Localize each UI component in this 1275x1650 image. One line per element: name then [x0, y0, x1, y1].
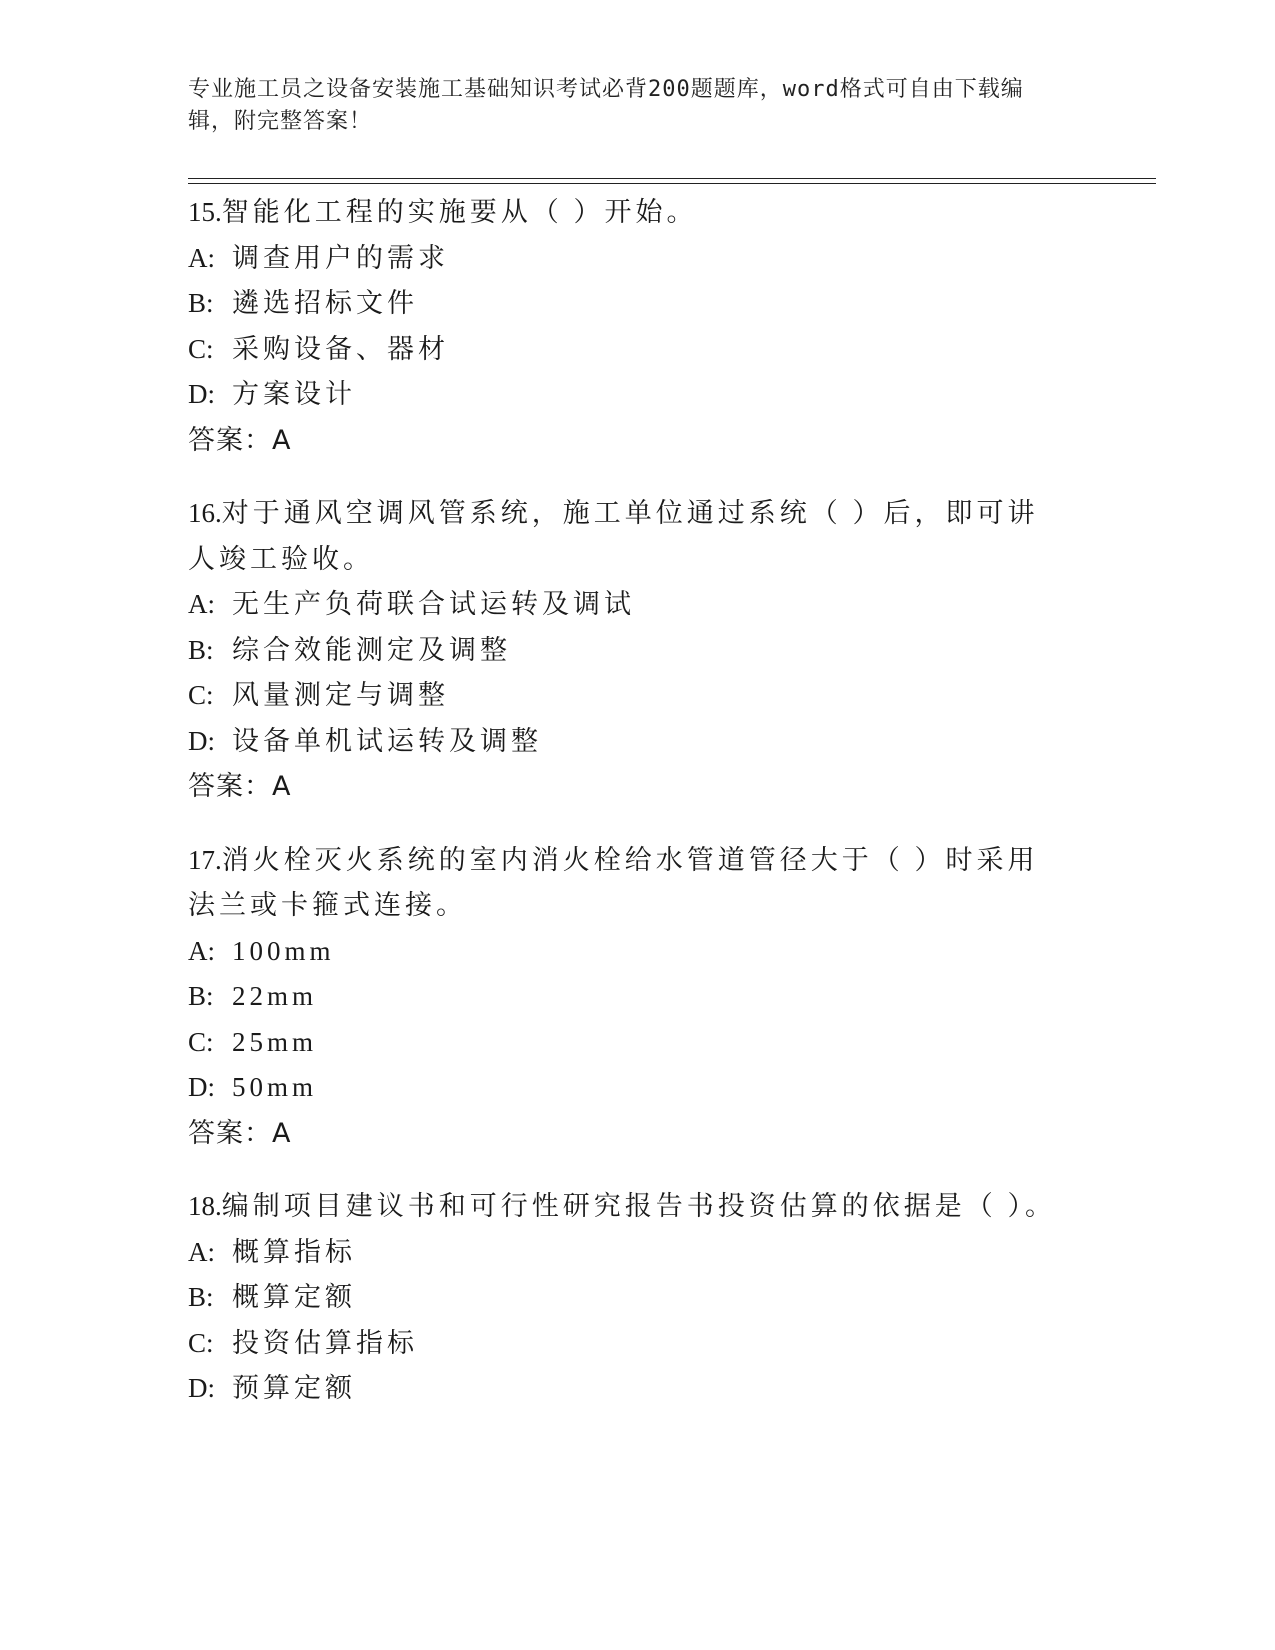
option-letter: A:: [188, 589, 215, 619]
option-c: [188, 1020, 1068, 1066]
option-letter: D:: [188, 379, 215, 409]
answer-line: 答案：A: [188, 424, 292, 456]
answer-line: 答案：A: [188, 771, 292, 802]
question-stem: [188, 491, 1068, 582]
question-number: 17.: [188, 844, 222, 875]
question-18: [188, 1184, 1068, 1412]
option-b: [188, 974, 1068, 1020]
question-number: 18.: [188, 1191, 222, 1221]
option-text: 50mm: [232, 1072, 318, 1102]
question-stem: [188, 1184, 1068, 1230]
question-16: [188, 491, 1068, 810]
option-letter: D:: [188, 1373, 215, 1403]
question-stem: [188, 190, 1068, 236]
option-letter: A:: [188, 1236, 215, 1267]
option-text: 方案设计: [232, 379, 356, 409]
option-letter: A:: [188, 242, 215, 273]
option-text: 100mm: [232, 935, 335, 966]
option-b: [188, 281, 1068, 327]
answer-line: 答案：A: [188, 1117, 292, 1149]
option-text: 设备单机试运转及调整: [232, 725, 542, 756]
question-number: 16.: [188, 498, 222, 528]
option-d: [188, 719, 1068, 765]
option-letter: B:: [188, 1282, 214, 1312]
option-c: [188, 1321, 1068, 1367]
option-text: 无生产负荷联合试运转及调试: [232, 589, 635, 619]
option-letter: D:: [188, 725, 215, 756]
question-text: 消火栓灭火系统的室内消火栓给水管道管径大于（ ）时采用法兰或卡箍式连接。: [188, 844, 1039, 920]
option-c: [188, 327, 1068, 373]
option-d: [188, 1065, 1068, 1111]
option-b: [188, 1275, 1068, 1321]
option-text: 遴选招标文件: [232, 288, 418, 318]
question-list: [188, 190, 1068, 1440]
option-a: [188, 1230, 1068, 1276]
document-header-title: 专业施工员之设备安装施工基础知识考试必背200题题库，word格式可自由下载编辑，附完整答案！: [188, 77, 1024, 134]
option-text: 投资估算指标: [232, 1327, 418, 1358]
option-text: 概算指标: [232, 1236, 356, 1267]
option-letter: A:: [188, 935, 215, 966]
option-letter: C:: [188, 680, 214, 710]
option-letter: C:: [188, 333, 214, 364]
option-d: [188, 372, 1068, 418]
option-a: [188, 236, 1068, 282]
option-text: 预算定额: [232, 1373, 356, 1403]
question-text: 对于通风空调风管系统，施工单位通过系统（ ）后，即可讲人竣工验收。: [188, 498, 1039, 574]
option-c: [188, 673, 1068, 719]
option-text: 综合效能测定及调整: [232, 634, 511, 665]
option-b: [188, 628, 1068, 674]
option-a: [188, 582, 1068, 628]
question-text: 编制项目建议书和可行性研究报告书投资估算的依据是（ ）。: [221, 1191, 1056, 1221]
question-17: [188, 838, 1068, 1157]
option-letter: D:: [188, 1072, 215, 1102]
header-divider-top: [188, 178, 1156, 179]
question-text: 智能化工程的实施要从（ ）开始。: [221, 197, 698, 227]
option-letter: B:: [188, 288, 214, 318]
option-text: 概算定额: [232, 1282, 356, 1312]
question-15: [188, 190, 1068, 463]
option-text: 调查用户的需求: [232, 242, 449, 273]
option-text: 风量测定与调整: [232, 680, 449, 710]
option-a: [188, 929, 1068, 975]
question-stem: [188, 838, 1068, 929]
option-text: 25mm: [232, 1026, 318, 1057]
option-letter: C:: [188, 1026, 214, 1057]
option-text: 采购设备、器材: [232, 333, 449, 364]
option-text: 22mm: [232, 981, 318, 1011]
header-divider-bottom: [188, 183, 1156, 184]
option-letter: C:: [188, 1327, 214, 1358]
question-number: 15.: [188, 197, 222, 227]
option-d: [188, 1366, 1068, 1412]
option-letter: B:: [188, 981, 214, 1011]
option-letter: B:: [188, 634, 214, 665]
